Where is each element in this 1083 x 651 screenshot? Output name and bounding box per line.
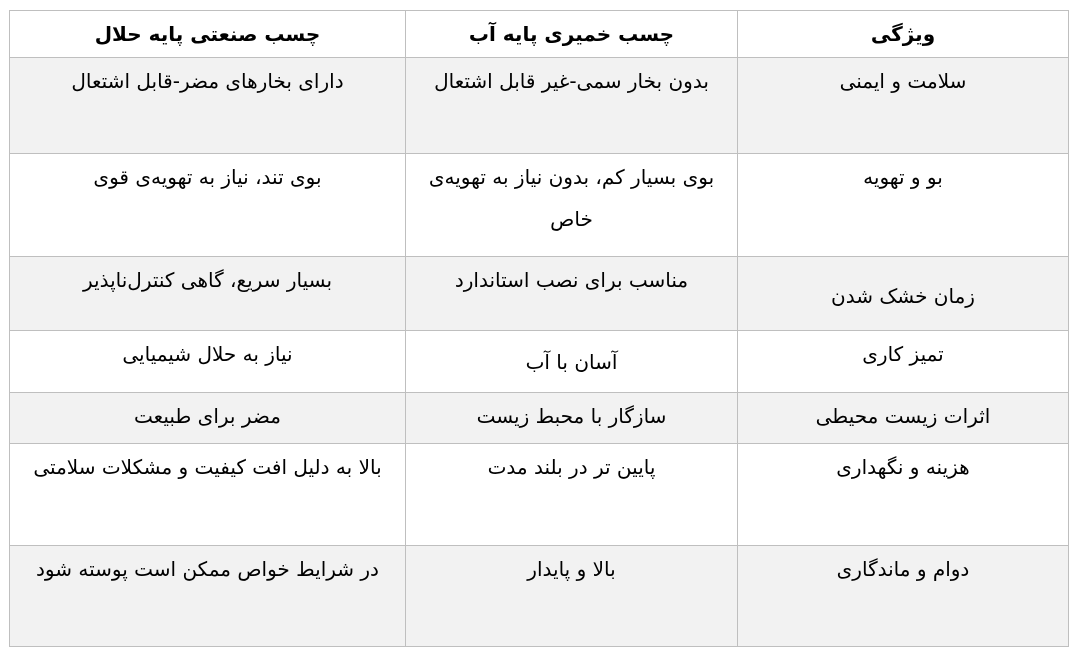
solvent-based-cell: بالا به دلیل افت کیفیت و مشکلات سلامتی (10, 444, 406, 546)
feature-cell: هزینه و نگهداری (738, 444, 1069, 546)
feature-cell: بو و تهویه (738, 154, 1069, 257)
solvent-based-cell: نیاز به حلال شیمیایی (10, 331, 406, 393)
water-based-cell: بدون بخار سمی-غیر قابل اشتعال (406, 58, 738, 154)
water-based-cell: بوی بسیار کم، بدون نیاز به تهویه‌ی خاص (406, 154, 738, 257)
water-based-cell: سازگار با محبط زیست (406, 393, 738, 444)
header-solvent-based-adhesive: چسب صنعتی پایه حلال (10, 11, 406, 58)
header-feature: ویژگی (738, 11, 1069, 58)
feature-cell: دوام و ماندگاری (738, 546, 1069, 647)
table-row (10, 154, 1069, 257)
table-row (10, 393, 1069, 444)
water-based-cell: بالا و پایدار (406, 546, 738, 647)
feature-cell: زمان خشک شدن (738, 257, 1069, 331)
solvent-based-cell: بوی تند، نیاز به تهویه‌ی قوی (10, 154, 406, 257)
comparison-table (9, 10, 1069, 647)
solvent-based-cell: مضر برای طبیعت (10, 393, 406, 444)
solvent-based-cell: بسیار سریع، گاهی کنترل‌ناپذیر (10, 257, 406, 331)
feature-cell: سلامت و ایمنی (738, 58, 1069, 154)
solvent-based-cell: دارای بخارهای مضر-قابل اشتعال (10, 58, 406, 154)
table-row (10, 444, 1069, 546)
table-row (10, 58, 1069, 154)
table-row (10, 331, 1069, 393)
header-water-based-adhesive: چسب خمیری پایه آب (406, 11, 738, 58)
feature-cell: اثرات زیست محیطی (738, 393, 1069, 444)
water-based-cell: پایین تر در بلند مدت (406, 444, 738, 546)
water-based-cell: آسان با آب (406, 331, 738, 393)
table-row (10, 546, 1069, 647)
table-row (10, 257, 1069, 331)
water-based-cell: مناسب برای نصب استاندارد (406, 257, 738, 331)
feature-cell: تمیز کاری (738, 331, 1069, 393)
table-header-row (10, 11, 1069, 58)
solvent-based-cell: در شرایط خواص ممکن است پوسته شود (10, 546, 406, 647)
